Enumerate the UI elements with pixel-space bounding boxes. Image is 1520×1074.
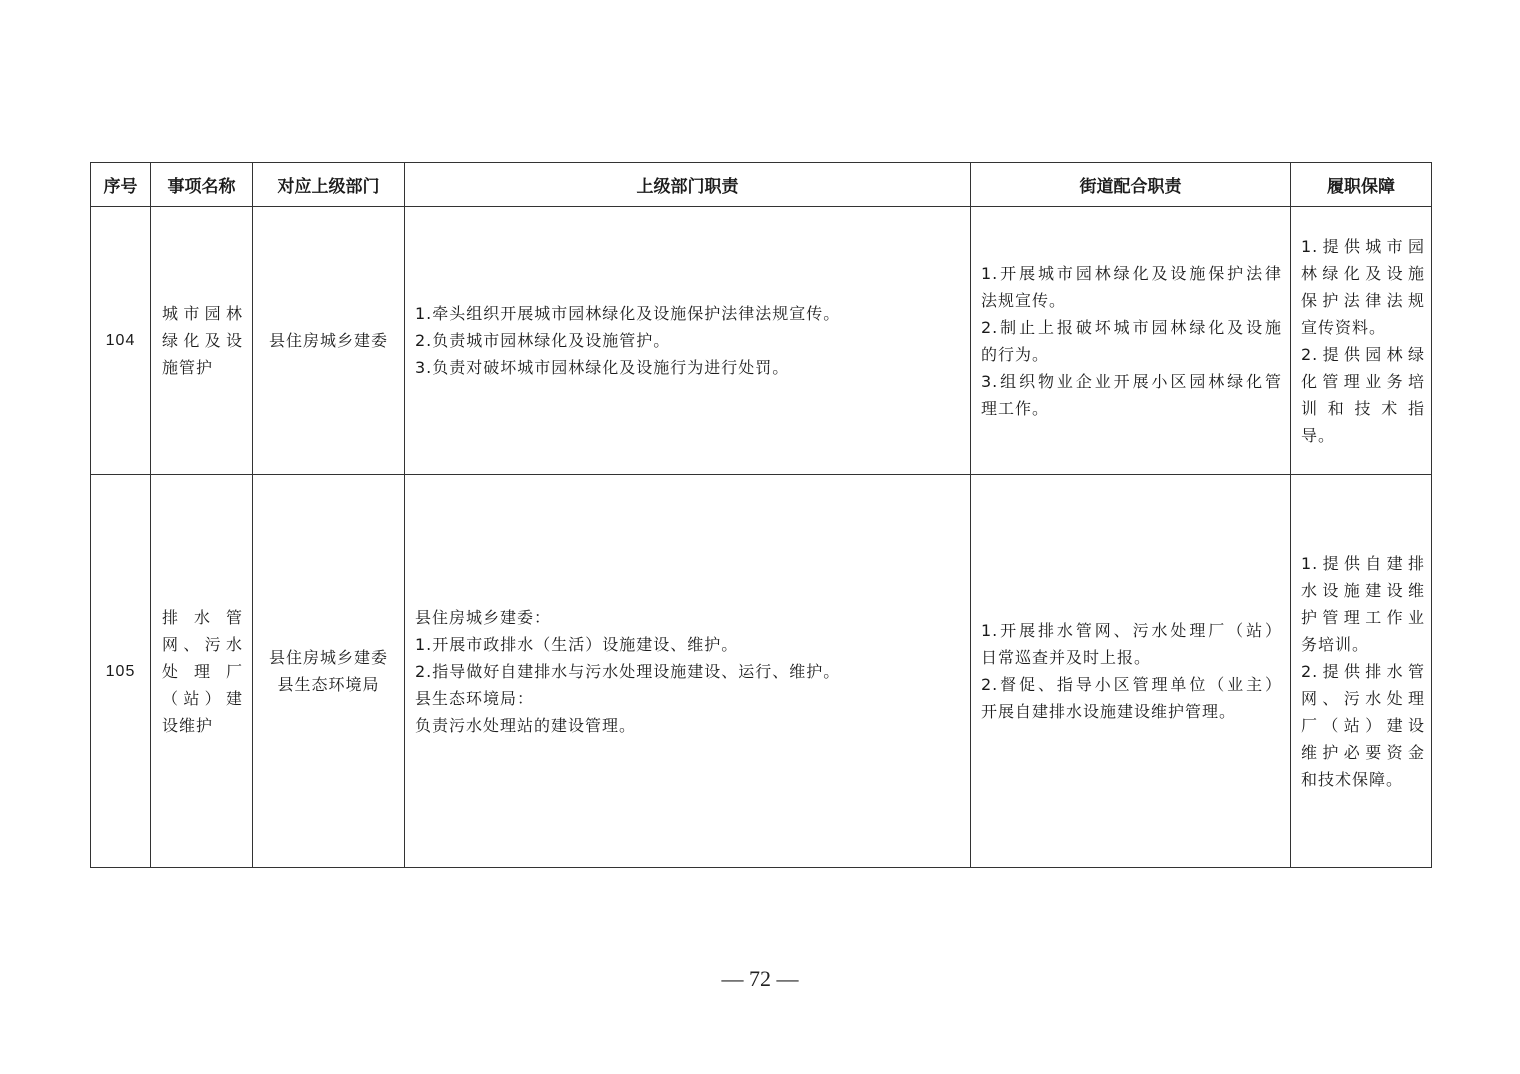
table-header-row xyxy=(91,163,1432,207)
item-line: 排水管 xyxy=(162,607,243,627)
guarantee-line: 宣传资料。 xyxy=(1301,317,1387,337)
item-line: 设维护 xyxy=(162,715,214,735)
guarantee-line: 维护必要资金 xyxy=(1301,742,1425,762)
street-duty-line: 1.开展排水管网、污水处理厂（站） xyxy=(981,621,1282,640)
row-dept xyxy=(253,207,405,475)
street-duty-line: 2.督促、指导小区管理单位（业主） xyxy=(981,675,1282,694)
row-guarantee xyxy=(1291,207,1432,475)
item-line: 处理厂 xyxy=(162,661,243,681)
header-street-duty: 街道配合职责 xyxy=(971,163,1291,207)
street-duty-line: 2.制止上报破坏城市园林绿化及设施 xyxy=(981,317,1282,337)
guarantee-line: 1.提供城市园 xyxy=(1301,236,1425,256)
guarantee-line: 厂（站）建设 xyxy=(1301,715,1425,735)
upper-duty-line: 县住房城乡建委： xyxy=(415,607,552,627)
header-seq: 序号 xyxy=(91,163,151,207)
guarantee-line: 2.提供排水管 xyxy=(1301,661,1425,681)
row-street-duty xyxy=(971,207,1291,475)
dept-line: 县生态环境局 xyxy=(277,675,380,694)
item-line: 城市园林 xyxy=(162,304,243,323)
guarantee-line: 1.提供自建排 xyxy=(1301,553,1425,573)
street-duty-line: 3.组织物业企业开展小区园林绿化管 xyxy=(981,371,1282,391)
item-line: 施管护 xyxy=(162,358,214,377)
table-row xyxy=(91,207,1432,475)
guarantee-line: 保护法律法规 xyxy=(1301,290,1425,310)
row-dept xyxy=(253,475,405,868)
street-duty-line: 理工作。 xyxy=(981,398,1050,418)
header-guarantee: 履职保障 xyxy=(1291,163,1432,207)
street-duty-line: 开展自建排水设施建设维护管理。 xyxy=(981,702,1237,721)
guarantee-line: 化管理业务培 xyxy=(1301,371,1425,391)
dept-line: 县住房城乡建委 xyxy=(268,331,388,350)
page-number: — 72 — xyxy=(721,966,799,991)
upper-duty-line: 县生态环境局： xyxy=(415,688,535,708)
row-street-duty xyxy=(971,475,1291,868)
header-item: 事项名称 xyxy=(151,163,253,207)
guarantee-line: 2.提供园林绿 xyxy=(1301,344,1425,364)
upper-duty-line: 1.开展市政排水（生活）设施建设、维护。 xyxy=(415,634,739,654)
street-duty-line: 的行为。 xyxy=(981,344,1050,364)
upper-duty-line: 负责污水处理站的建设管理。 xyxy=(415,715,637,735)
upper-duty-line: 2.指导做好自建排水与污水处理设施建设、运行、维护。 xyxy=(415,661,841,681)
street-duty-line: 1.开展城市园林绿化及设施保护法律 xyxy=(981,263,1282,283)
table-row xyxy=(91,475,1432,868)
row-upper-duty xyxy=(405,207,971,475)
guarantee-line: 水设施建设维 xyxy=(1301,580,1425,600)
item-line: 绿化及设 xyxy=(162,331,243,350)
upper-duty-line: 3.负责对破坏城市园林绿化及设施行为进行处罚。 xyxy=(415,358,790,377)
dept-line: 县住房城乡建委 xyxy=(268,648,388,667)
duty-table xyxy=(90,162,1432,868)
street-duty-line: 日常巡查并及时上报。 xyxy=(981,648,1152,667)
header-upper-duty: 上级部门职责 xyxy=(405,163,971,207)
header-dept: 对应上级部门 xyxy=(253,163,405,207)
row-seq: 105 xyxy=(91,475,151,868)
guarantee-line: 务培训。 xyxy=(1301,634,1370,654)
upper-duty-line: 2.负责城市园林绿化及设施管护。 xyxy=(415,331,671,350)
street-duty-line: 法规宣传。 xyxy=(981,290,1067,310)
row-item-name xyxy=(151,207,253,475)
guarantee-line: 护管理工作业 xyxy=(1301,607,1425,627)
guarantee-line: 和技术保障。 xyxy=(1301,769,1404,789)
guarantee-line: 林绿化及设施 xyxy=(1301,263,1425,283)
guarantee-line: 导。 xyxy=(1301,425,1336,445)
row-guarantee xyxy=(1291,475,1432,868)
upper-duty-line: 1.牵头组织开展城市园林绿化及设施保护法律法规宣传。 xyxy=(415,304,841,323)
row-seq: 104 xyxy=(91,207,151,475)
guarantee-line: 训和技术指 xyxy=(1301,398,1425,418)
row-item-name xyxy=(151,475,253,868)
item-line: （站）建 xyxy=(162,688,243,708)
item-line: 网、污水 xyxy=(162,634,243,654)
guarantee-line: 网、污水处理 xyxy=(1301,688,1425,708)
row-upper-duty xyxy=(405,475,971,868)
